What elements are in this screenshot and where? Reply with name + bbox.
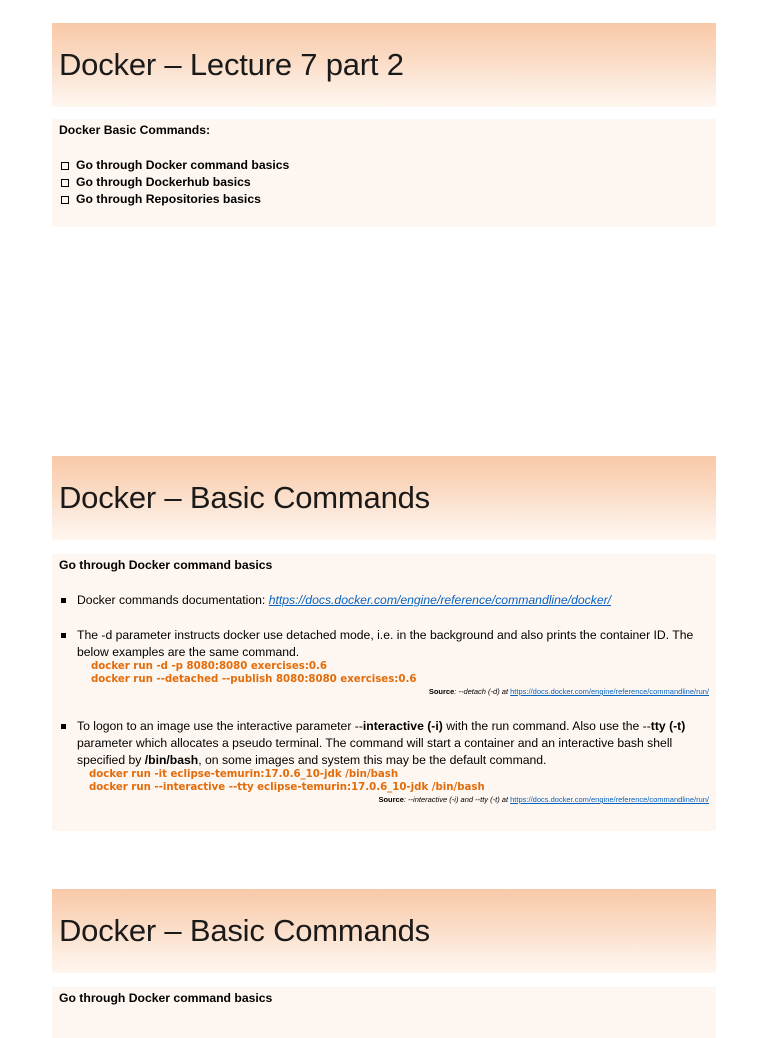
source-text: : --interactive (-i) and --tty (-t) at — [403, 795, 511, 804]
checkbox-icon — [61, 196, 69, 204]
slide-header — [52, 456, 716, 540]
bullet-text: Docker commands documentation: — [77, 593, 269, 607]
bullet-list — [59, 592, 709, 661]
checkbox-icon — [61, 179, 69, 187]
slide-basic-commands — [52, 456, 716, 831]
bullet-text: parameter which allocates a pseudo terminal. The command will start a container and an interactive bash shell specified by — [77, 736, 673, 767]
bullet-item-detached — [59, 627, 709, 661]
source-link[interactable]: https://docs.docker.com/engine/reference/commandline/run/ — [510, 687, 709, 696]
command-example: docker run -it eclipse-temurin:17.0.6_10-jdk /bin/bash — [89, 769, 399, 780]
bullet-icon — [61, 633, 66, 638]
section-heading: Go through Docker command basics — [59, 991, 273, 1005]
checklist-item — [59, 174, 709, 191]
checklist-item — [59, 157, 709, 174]
bullet-bold-text: tty (-t) — [650, 719, 686, 733]
command-example: docker run -d -p 8080:8080 exercises:0.6 — [91, 661, 327, 672]
bullet-text: To logon to an image use the interactive parameter -- — [77, 719, 363, 733]
section-heading: Docker Basic Commands: — [59, 123, 211, 137]
command-example: docker run --interactive --tty eclipse-temurin:17.0.6_10-jdk /bin/bash — [89, 781, 485, 793]
source-citation — [59, 686, 709, 697]
bullet-icon — [61, 724, 66, 729]
section-heading: Go through Docker command basics — [59, 558, 273, 572]
source-text: : --detach (-d) at — [454, 687, 511, 696]
checklist-item-label: Go through Repositories basics — [76, 192, 261, 206]
bullet-text: , on some images and system this may be the default command. — [198, 753, 547, 767]
slide-header — [52, 889, 716, 973]
source-label: Source — [378, 795, 404, 804]
bullet-bold-text: /bin/bash — [144, 753, 199, 767]
docs-link[interactable]: https://docs.docker.com/engine/reference/commandline/docker/ — [268, 593, 612, 607]
bullet-text: with the run command. Also use the -- — [442, 719, 651, 733]
slide-body — [52, 987, 716, 1038]
checklist — [59, 157, 709, 208]
bullet-item-interactive — [59, 718, 709, 769]
bullet-text: The -d parameter instructs docker use detached mode, i.e. in the background and also prints the container ID. The below examples are the same command. — [77, 628, 694, 659]
slide-lecture-7-part-2 — [52, 23, 716, 227]
checklist-item-label: Go through Docker command basics — [76, 158, 290, 172]
slide-body — [52, 119, 716, 227]
command-example: docker run --detached --publish 8080:8080 exercises:0.6 — [91, 673, 417, 685]
slide-title: Docker – Lecture 7 part 2 — [59, 47, 404, 82]
bullet-bold-text: interactive (-i) — [362, 719, 443, 733]
checklist-item — [59, 191, 709, 208]
bullet-item-docs — [59, 592, 709, 609]
checkbox-icon — [61, 162, 69, 170]
source-link[interactable]: https://docs.docker.com/engine/reference/commandline/run/ — [510, 795, 709, 804]
slide-title: Docker – Basic Commands — [59, 913, 430, 948]
source-label: Source — [428, 687, 455, 696]
slide-body — [52, 554, 716, 831]
checklist-item-label: Go through Dockerhub basics — [76, 175, 251, 189]
slide-header — [52, 23, 716, 107]
slide-basic-commands-2 — [52, 889, 716, 1038]
bullet-icon — [61, 598, 66, 603]
slide-title: Docker – Basic Commands — [59, 480, 430, 515]
source-citation — [59, 794, 709, 805]
bullet-list — [59, 718, 709, 769]
